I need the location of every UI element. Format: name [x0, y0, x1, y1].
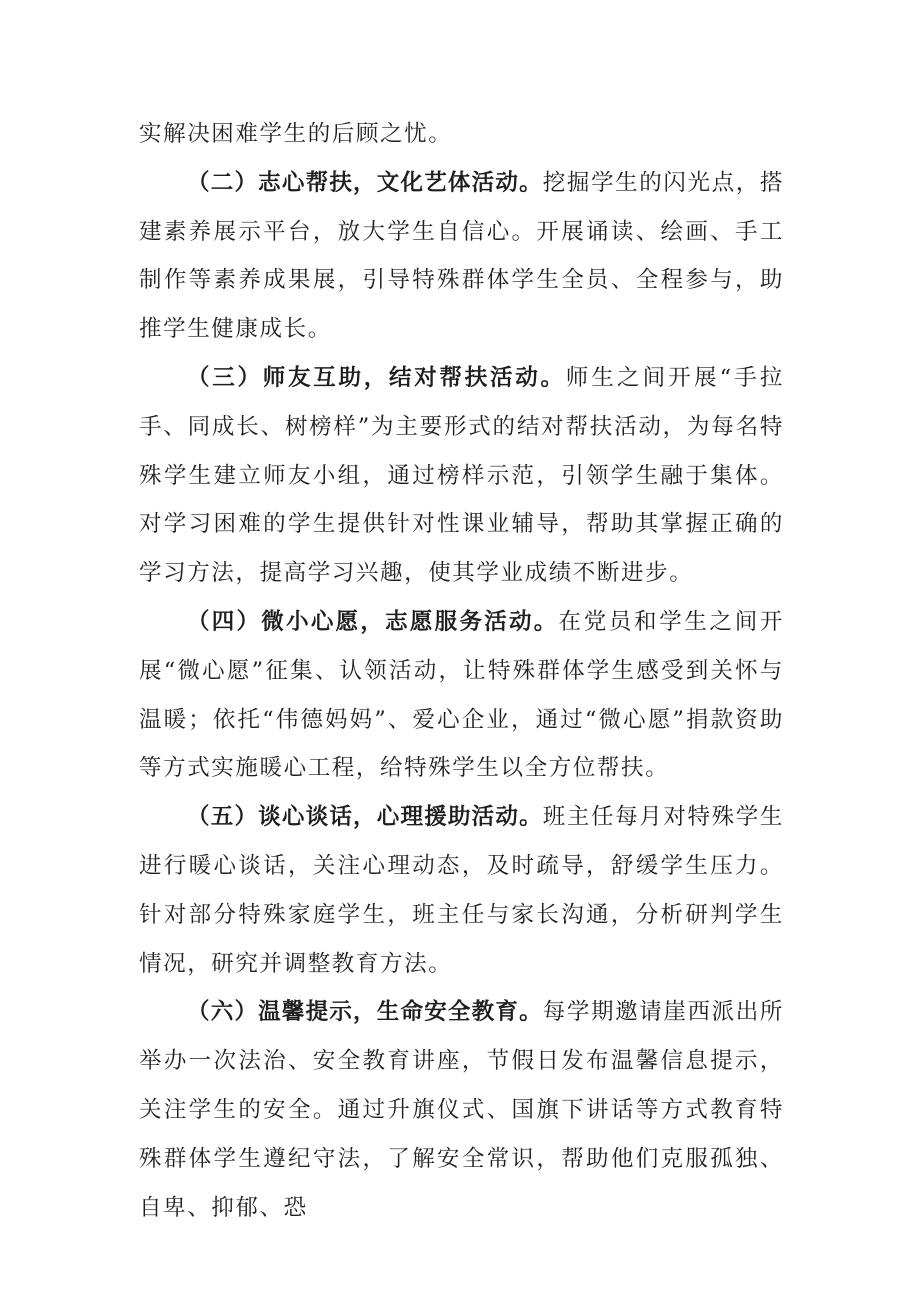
- section-6-heading: （六）温馨提示，生命安全教育。: [187, 999, 543, 1026]
- section-2-heading: （二）志心帮扶，文化艺体活动。: [187, 169, 543, 196]
- section-5-heading: （五）谈心谈话，心理援助活动。: [187, 804, 543, 831]
- section-2-body: 挖掘学生的闪光点，搭建素养展示平台，放大学生自信心。开展诵读、绘画、手工制作等素养成果展，引导特殊群体学生全员、全程参与，助推学生健康成长。: [139, 169, 784, 343]
- continuation-paragraph: 实解决困难学生的后顾之忧。: [139, 121, 453, 147]
- document-page: [139, 110, 784, 1232]
- section-5-paragraph: [139, 793, 784, 988]
- section-3-body: 师生之间开展“手拉手、同成长、树榜样”为主要形式的结对帮扶活动，为每名特殊学生建立师友小组，通过榜样示范，引领学生融于集体。对学习困难的学生提供针对性课业辅导，帮助其掌握正确的学习方法，提高学习兴趣，使其学业成绩不断进步。: [139, 364, 784, 587]
- section-2-paragraph: [139, 159, 784, 354]
- section-6-paragraph: [139, 988, 784, 1232]
- section-4-body: 在党员和学生之间开展“微心愿”征集、认领活动，让特殊群体学生感受到关怀与温暖；依托“伟德妈妈”、爱心企业，通过“微心愿”捐款资助等方式实施暖心工程，给特殊学生以全方位帮扶。: [139, 608, 784, 782]
- section-4-heading: （四）微小心愿，志愿服务活动。: [187, 608, 559, 635]
- section-4-paragraph: [139, 598, 784, 793]
- section-3-heading: （三）师友互助，结对帮扶活动。: [187, 364, 566, 391]
- section-6-body: 每学期邀请崖西派出所举办一次法治、安全教育讲座，节假日发布温馨信息提示，关注学生的安全。通过升旗仪式、国旗下讲话等方式教育特殊群体学生遵纪守法，了解安全常识，帮助他们克服孤独、自卑、抑郁、恐: [139, 999, 784, 1221]
- section-5-body: 班主任每月对特殊学生进行暖心谈话，关注心理动态，及时疏导，舒缓学生压力。针对部分特殊家庭学生，班主任与家长沟通，分析研判学生情况，研究并调整教育方法。: [139, 804, 784, 977]
- section-3-paragraph: [139, 354, 784, 598]
